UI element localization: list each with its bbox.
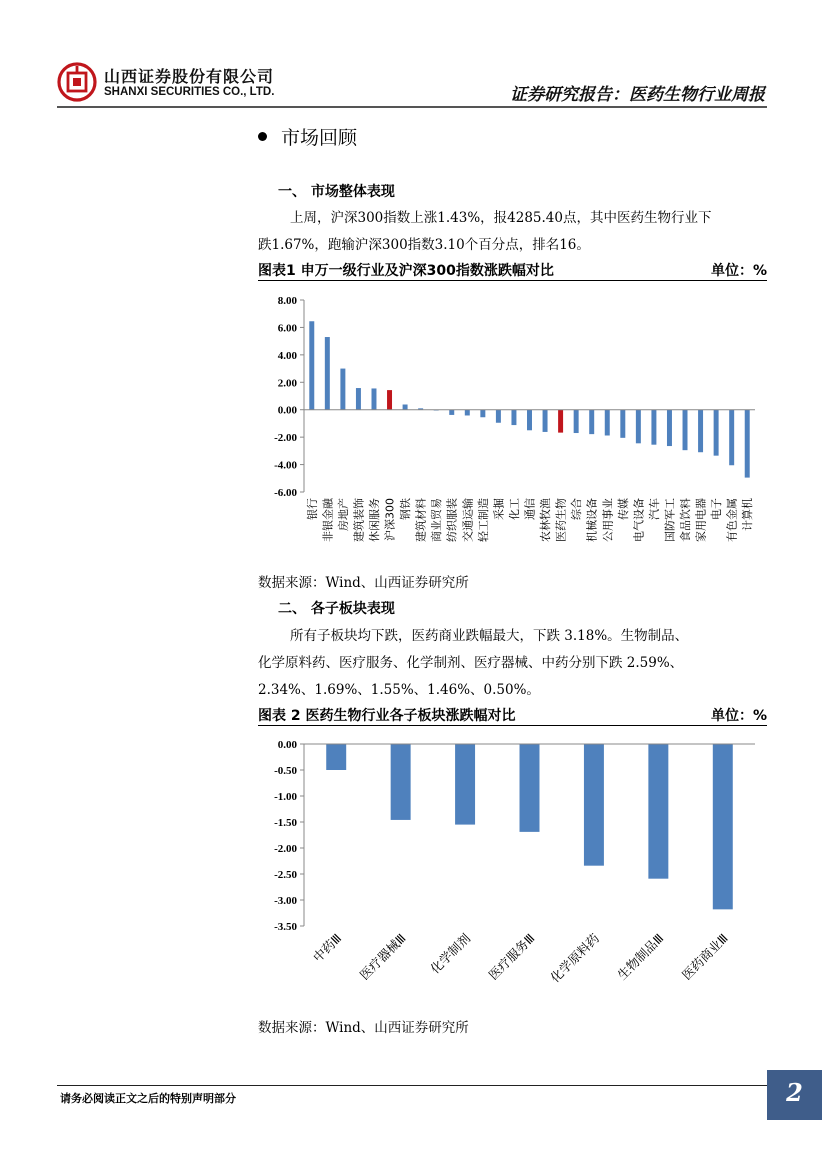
x-tick-label: 计算机 [741,497,755,531]
x-tick-label: 综合 [570,498,584,520]
page-number: 2 [786,1078,803,1107]
paragraph-line: 所有子板块均下跌，医药商业跌幅最大，下跌 3.18%。生物制品、 [290,628,689,644]
bar [520,744,540,832]
y-tick-label: -0.50 [274,765,297,777]
bar [326,744,346,770]
x-tick-label: 汽车 [647,498,661,520]
x-tick-label: 非银金融 [321,498,335,542]
x-tick-label: 交通运输 [461,498,475,542]
y-tick-label: 0.00 [277,739,297,751]
x-tick-label: 机械设备 [585,498,599,542]
footer-disclaimer: 请务必阅读正文之后的特别声明部分 [60,1092,236,1105]
footer-divider [57,1085,767,1086]
y-tick-label: -2.50 [274,869,297,881]
header-divider [57,106,767,108]
figure1-source: 数据来源：Wind、山西证券研究所 [258,575,469,591]
paragraph-line: 上周，沪深300指数上涨1.43%，报4285.40点，其中医药生物行业下 [290,210,712,226]
company-name-cn: 山西证券股份有限公司 [104,67,275,86]
x-tick-label: 生物制品Ⅲ [614,930,667,983]
figure2-source: 数据来源：Wind、山西证券研究所 [258,1020,469,1036]
bar [449,410,454,415]
y-tick-label: -3.00 [274,895,297,907]
x-tick-label: 建筑材料 [414,498,428,542]
bar [636,410,641,444]
subheading-subsector: 二、 各子板块表现 [278,601,395,617]
figure1-title: 图表1 申万一级行业及沪深300指数涨跌幅对比 [258,263,554,279]
x-tick-label: 电气设备 [632,498,646,542]
x-tick-label: 医药生物 [554,498,568,542]
x-tick-label: 采掘 [492,498,506,520]
bar [589,410,594,434]
paragraph-line: 2.34%、1.69%、1.55%、1.46%、0.50%。 [258,682,540,698]
x-tick-label: 传媒 [616,498,630,520]
x-tick-label: 电子 [710,498,724,520]
x-tick-label: 食品饮料 [679,498,693,542]
x-tick-label: 家用电器 [694,498,708,542]
y-tick-label: 4.00 [277,349,297,362]
x-tick-label: 沪深300 [383,498,397,541]
bar [496,410,501,423]
x-tick-label: 建筑装饰 [352,498,366,542]
paragraph-line: 跌1.67%，跑输沪深300指数3.10个百分点，排名16。 [258,237,590,253]
y-tick-label: -3.50 [274,921,297,933]
x-tick-label: 中药Ⅲ [309,930,345,965]
y-tick-label: 6.00 [277,322,297,335]
bar [340,369,345,410]
paragraph-line: 化学原料药、医疗服务、化学制剂、医疗器械、中药分别下跌 2.59%、 [258,655,684,671]
bar [714,410,719,456]
bar [356,388,361,410]
figure2-title: 图表 2 医药生物行业各子板块涨跌幅对比 [258,708,516,724]
x-tick-label: 通信 [523,498,537,520]
bar [605,410,610,436]
y-tick-label: -2.00 [274,432,297,445]
figure1-caption [258,260,767,281]
page-number-box [767,1070,822,1120]
bar [729,410,734,466]
bar [620,410,625,438]
section-title-text: 市场回顾 [281,127,358,149]
bar [480,410,485,418]
x-tick-label: 有色金属 [725,498,739,542]
bullet-icon [258,132,267,141]
x-tick-label: 医疗服务Ⅲ [485,930,538,983]
x-tick-label: 公用事业 [601,498,615,542]
company-logo-icon [57,62,97,102]
x-tick-label: 医药商业Ⅲ [678,930,731,983]
bar [403,405,408,410]
figure2-unit: 单位：% [710,708,767,724]
report-title: 证券研究报告：医药生物行业周报 [510,85,765,105]
y-tick-label: 2.00 [277,377,297,390]
x-tick-label: 银行 [305,498,319,520]
figure1-unit: 单位：% [710,263,767,279]
bar [651,410,656,445]
chart-industry-returns [258,284,767,564]
bar [391,744,411,820]
bar [527,410,532,431]
bar [683,410,688,450]
x-tick-label: 化工 [507,498,521,520]
bar [511,410,516,425]
x-tick-label: 休闲服务 [367,498,381,542]
bar [713,744,733,909]
x-tick-label: 国防军工 [663,498,677,542]
x-tick-label: 化学原料药 [547,930,603,986]
y-tick-label: -1.00 [274,791,297,803]
bar [574,410,579,433]
bar [387,390,392,410]
chart-subsector-returns [258,729,767,1009]
x-tick-label: 医疗器械Ⅲ [356,930,409,983]
bar [309,321,314,409]
x-tick-label: 轻工制造 [476,498,490,542]
x-tick-label: 钢铁 [399,498,413,520]
y-tick-label: 8.00 [277,295,297,307]
x-tick-label: 商业贸易 [430,498,444,542]
bar [584,744,604,866]
company-name-en: SHANXI SECURITIES CO., LTD. [104,86,275,98]
bar [371,388,376,409]
bar [558,410,563,433]
x-tick-label: 农林牧渔 [539,498,553,542]
x-tick-label: 化学制剂 [427,930,474,977]
subheading-market-overall: 一、 市场整体表现 [278,184,395,200]
bar [325,337,330,410]
y-tick-label: -4.00 [274,459,297,472]
bar [543,410,548,432]
y-tick-label: -1.50 [274,817,297,829]
x-tick-label: 房地产 [336,498,350,531]
bar [465,410,470,416]
x-tick-label: 纺织服装 [445,498,459,542]
section-title [258,123,357,150]
bar [648,744,668,879]
bar [667,410,672,446]
bar [698,410,703,453]
y-tick-label: -2.00 [274,843,297,855]
figure2-caption [258,705,767,726]
y-tick-label: -6.00 [274,487,297,499]
bar [745,410,750,478]
y-tick-label: 0.00 [277,404,297,417]
bar [455,744,475,825]
